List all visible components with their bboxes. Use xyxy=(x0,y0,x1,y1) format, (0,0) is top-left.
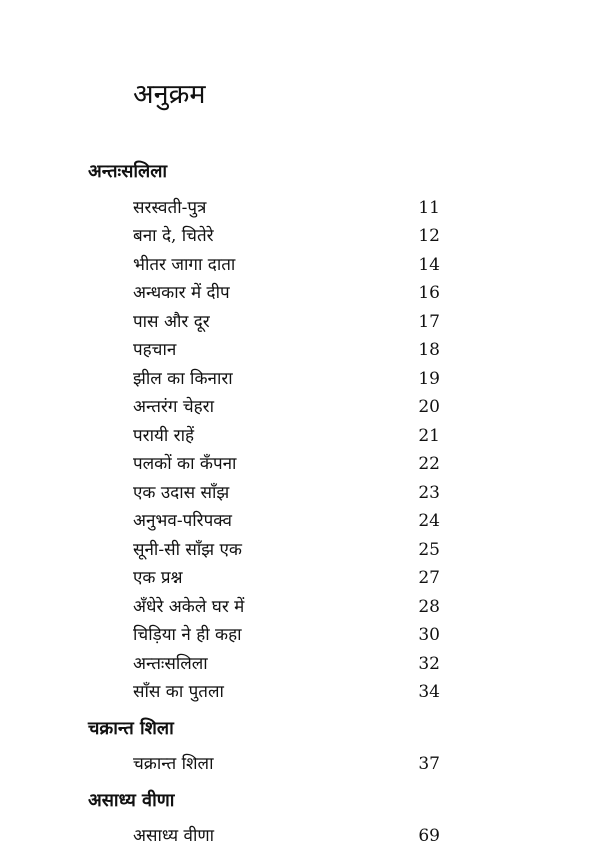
entry-page-number: 11 xyxy=(418,198,440,218)
section-title: असाध्य वीणा xyxy=(88,790,175,811)
entry-title: चक्रान्त शिला xyxy=(133,754,214,774)
entry-page-number: 14 xyxy=(418,255,440,275)
entry-page-number: 28 xyxy=(418,597,440,617)
entry-title: साँस का पुतला xyxy=(133,682,224,702)
entry-page-number: 69 xyxy=(418,826,440,846)
entry-page-number: 22 xyxy=(418,454,440,474)
entry-page-number: 37 xyxy=(418,754,440,774)
entry-title: पास और दूर xyxy=(133,312,210,332)
entry-title: अनुभव-परिपक्व xyxy=(133,511,232,531)
entry-page-number: 34 xyxy=(418,682,440,702)
entry-title: सरस्वती-पुत्र xyxy=(133,198,207,218)
entry-page-number: 23 xyxy=(418,483,440,503)
entry-page-number: 25 xyxy=(418,540,440,560)
entry-title: पलकों का कँपना xyxy=(133,454,237,474)
section-title: अन्तःसलिला xyxy=(88,161,168,182)
entry-page-number: 30 xyxy=(418,625,440,645)
entry-title: अन्तरंग चेहरा xyxy=(133,397,215,417)
entry-title: एक प्रश्न xyxy=(133,568,183,588)
entry-page-number: 24 xyxy=(418,511,440,531)
entry-title: अन्तःसलिला xyxy=(133,654,208,674)
entry-title: अँधेरे अकेले घर में xyxy=(133,597,245,617)
entry-page-number: 27 xyxy=(418,568,440,588)
entry-title: बना दे, चितेरे xyxy=(133,226,214,246)
entry-page-number: 21 xyxy=(418,426,440,446)
entry-title: सूनी-सी साँझ एक xyxy=(133,540,242,560)
entry-title: एक उदास साँझ xyxy=(133,483,230,503)
entry-title: असाध्य वीणा xyxy=(133,826,215,846)
entry-title: परायी राहें xyxy=(133,426,195,446)
entry-page-number: 12 xyxy=(418,226,440,246)
entry-title: अन्धकार में दीप xyxy=(133,283,230,303)
entry-page-number: 18 xyxy=(418,340,440,360)
entry-title: पहचान xyxy=(133,340,177,360)
toc-title: अनुक्रम xyxy=(133,79,206,110)
entry-page-number: 17 xyxy=(418,312,440,332)
section-title: चक्रान्त शिला xyxy=(88,718,174,739)
entry-title: झील का किनारा xyxy=(133,369,233,389)
entry-title: चिड़िया ने ही कहा xyxy=(133,625,242,645)
entry-page-number: 32 xyxy=(418,654,440,674)
entry-page-number: 20 xyxy=(418,397,440,417)
entry-title: भीतर जागा दाता xyxy=(133,255,236,275)
entry-page-number: 16 xyxy=(418,283,440,303)
entry-page-number: 19 xyxy=(418,369,440,389)
